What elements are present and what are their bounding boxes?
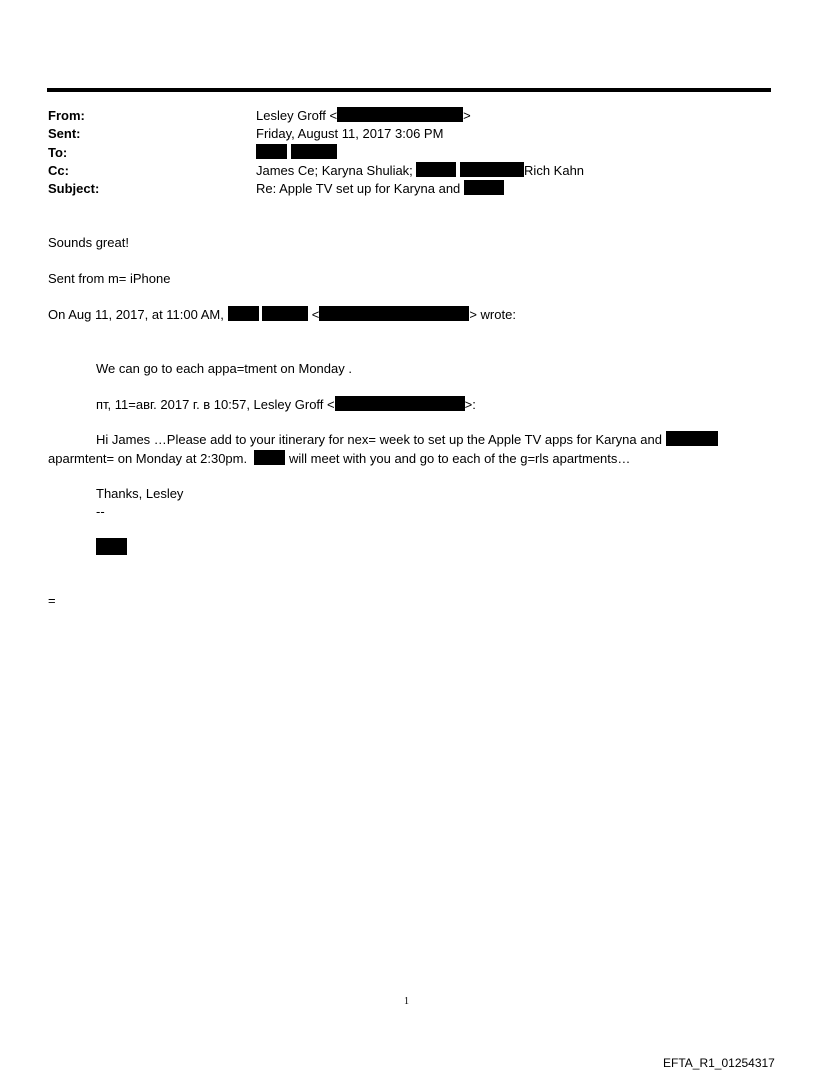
from-row: [0, 107, 816, 125]
sent-row: [0, 125, 816, 143]
cc-label: Cc:: [48, 163, 69, 178]
cc-names: James Ce; Karyna Shuliak;: [256, 163, 413, 178]
quote-intro-text: On Aug 11, 2017, at 11:00 AM,: [48, 307, 224, 322]
para-line-1: [96, 431, 718, 449]
sent-label: Sent:: [48, 126, 81, 141]
quote-intro: [48, 306, 516, 324]
quote-intro-lt: <: [311, 307, 320, 322]
redaction-box: [291, 144, 337, 159]
para-line-2-text-a: aparmtent= on Monday at 2:30pm.: [48, 451, 248, 466]
signature-dashes: --: [96, 504, 105, 519]
para-line-2: [48, 450, 630, 468]
body-line-sounds-great: Sounds great!: [48, 235, 129, 250]
sent-value: Friday, August 11, 2017 3:06 PM: [256, 126, 444, 141]
from-value: [256, 107, 471, 125]
document-id: EFTA_R1_01254317: [663, 1056, 775, 1070]
cc-names-2: Rich Kahn: [524, 163, 585, 178]
redaction-box: [464, 180, 504, 195]
russian-quote-line: [96, 396, 476, 414]
subject-text: Re: Apple TV set up for Karyna and: [256, 181, 461, 196]
body-line-sent-from: Sent from m= iPhone: [48, 271, 171, 286]
redaction-box: [228, 306, 259, 321]
redaction-box: [96, 538, 127, 555]
subject-value: [256, 180, 504, 198]
from-close: >: [463, 108, 471, 123]
para-line-2-text-b: will meet with you and go to each of the g=rls apartments…: [288, 451, 631, 466]
para-line-1-text: Hi James …Please add to your itinerary for nex= week to set up the Apple TV apps for Karyna and: [96, 432, 662, 447]
thanks-line: Thanks, Lesley: [96, 486, 184, 501]
quote-intro-wrote: > wrote:: [469, 307, 516, 322]
redaction-box: [666, 431, 718, 446]
cc-value: [256, 162, 584, 180]
from-label: From:: [48, 108, 85, 123]
page-number: 1: [404, 996, 409, 1007]
trailing-equals: =: [48, 593, 56, 608]
redaction-box: [319, 306, 469, 321]
redaction-box: [335, 396, 465, 411]
cc-row: [0, 162, 816, 180]
russian-quote-close: >:: [464, 397, 476, 412]
from-name: Lesley Groff <: [256, 108, 338, 123]
redaction-box: [254, 450, 285, 465]
redaction-box: [416, 162, 456, 177]
to-row: [0, 144, 816, 162]
redaction-box: [256, 144, 287, 159]
body-line-apartment: We can go to each appa=tment on Monday .: [96, 361, 352, 376]
to-value: [256, 144, 337, 162]
redaction-box: [460, 162, 524, 177]
top-rule: [47, 88, 771, 92]
to-label: To:: [48, 145, 68, 160]
subject-row: [0, 180, 816, 198]
redaction-box: [262, 306, 308, 321]
redaction-box: [337, 107, 463, 122]
russian-quote-text: пт, 11=авг. 2017 г. в 10:57, Lesley Groff <: [96, 397, 335, 412]
subject-label: Subject:: [48, 181, 100, 196]
